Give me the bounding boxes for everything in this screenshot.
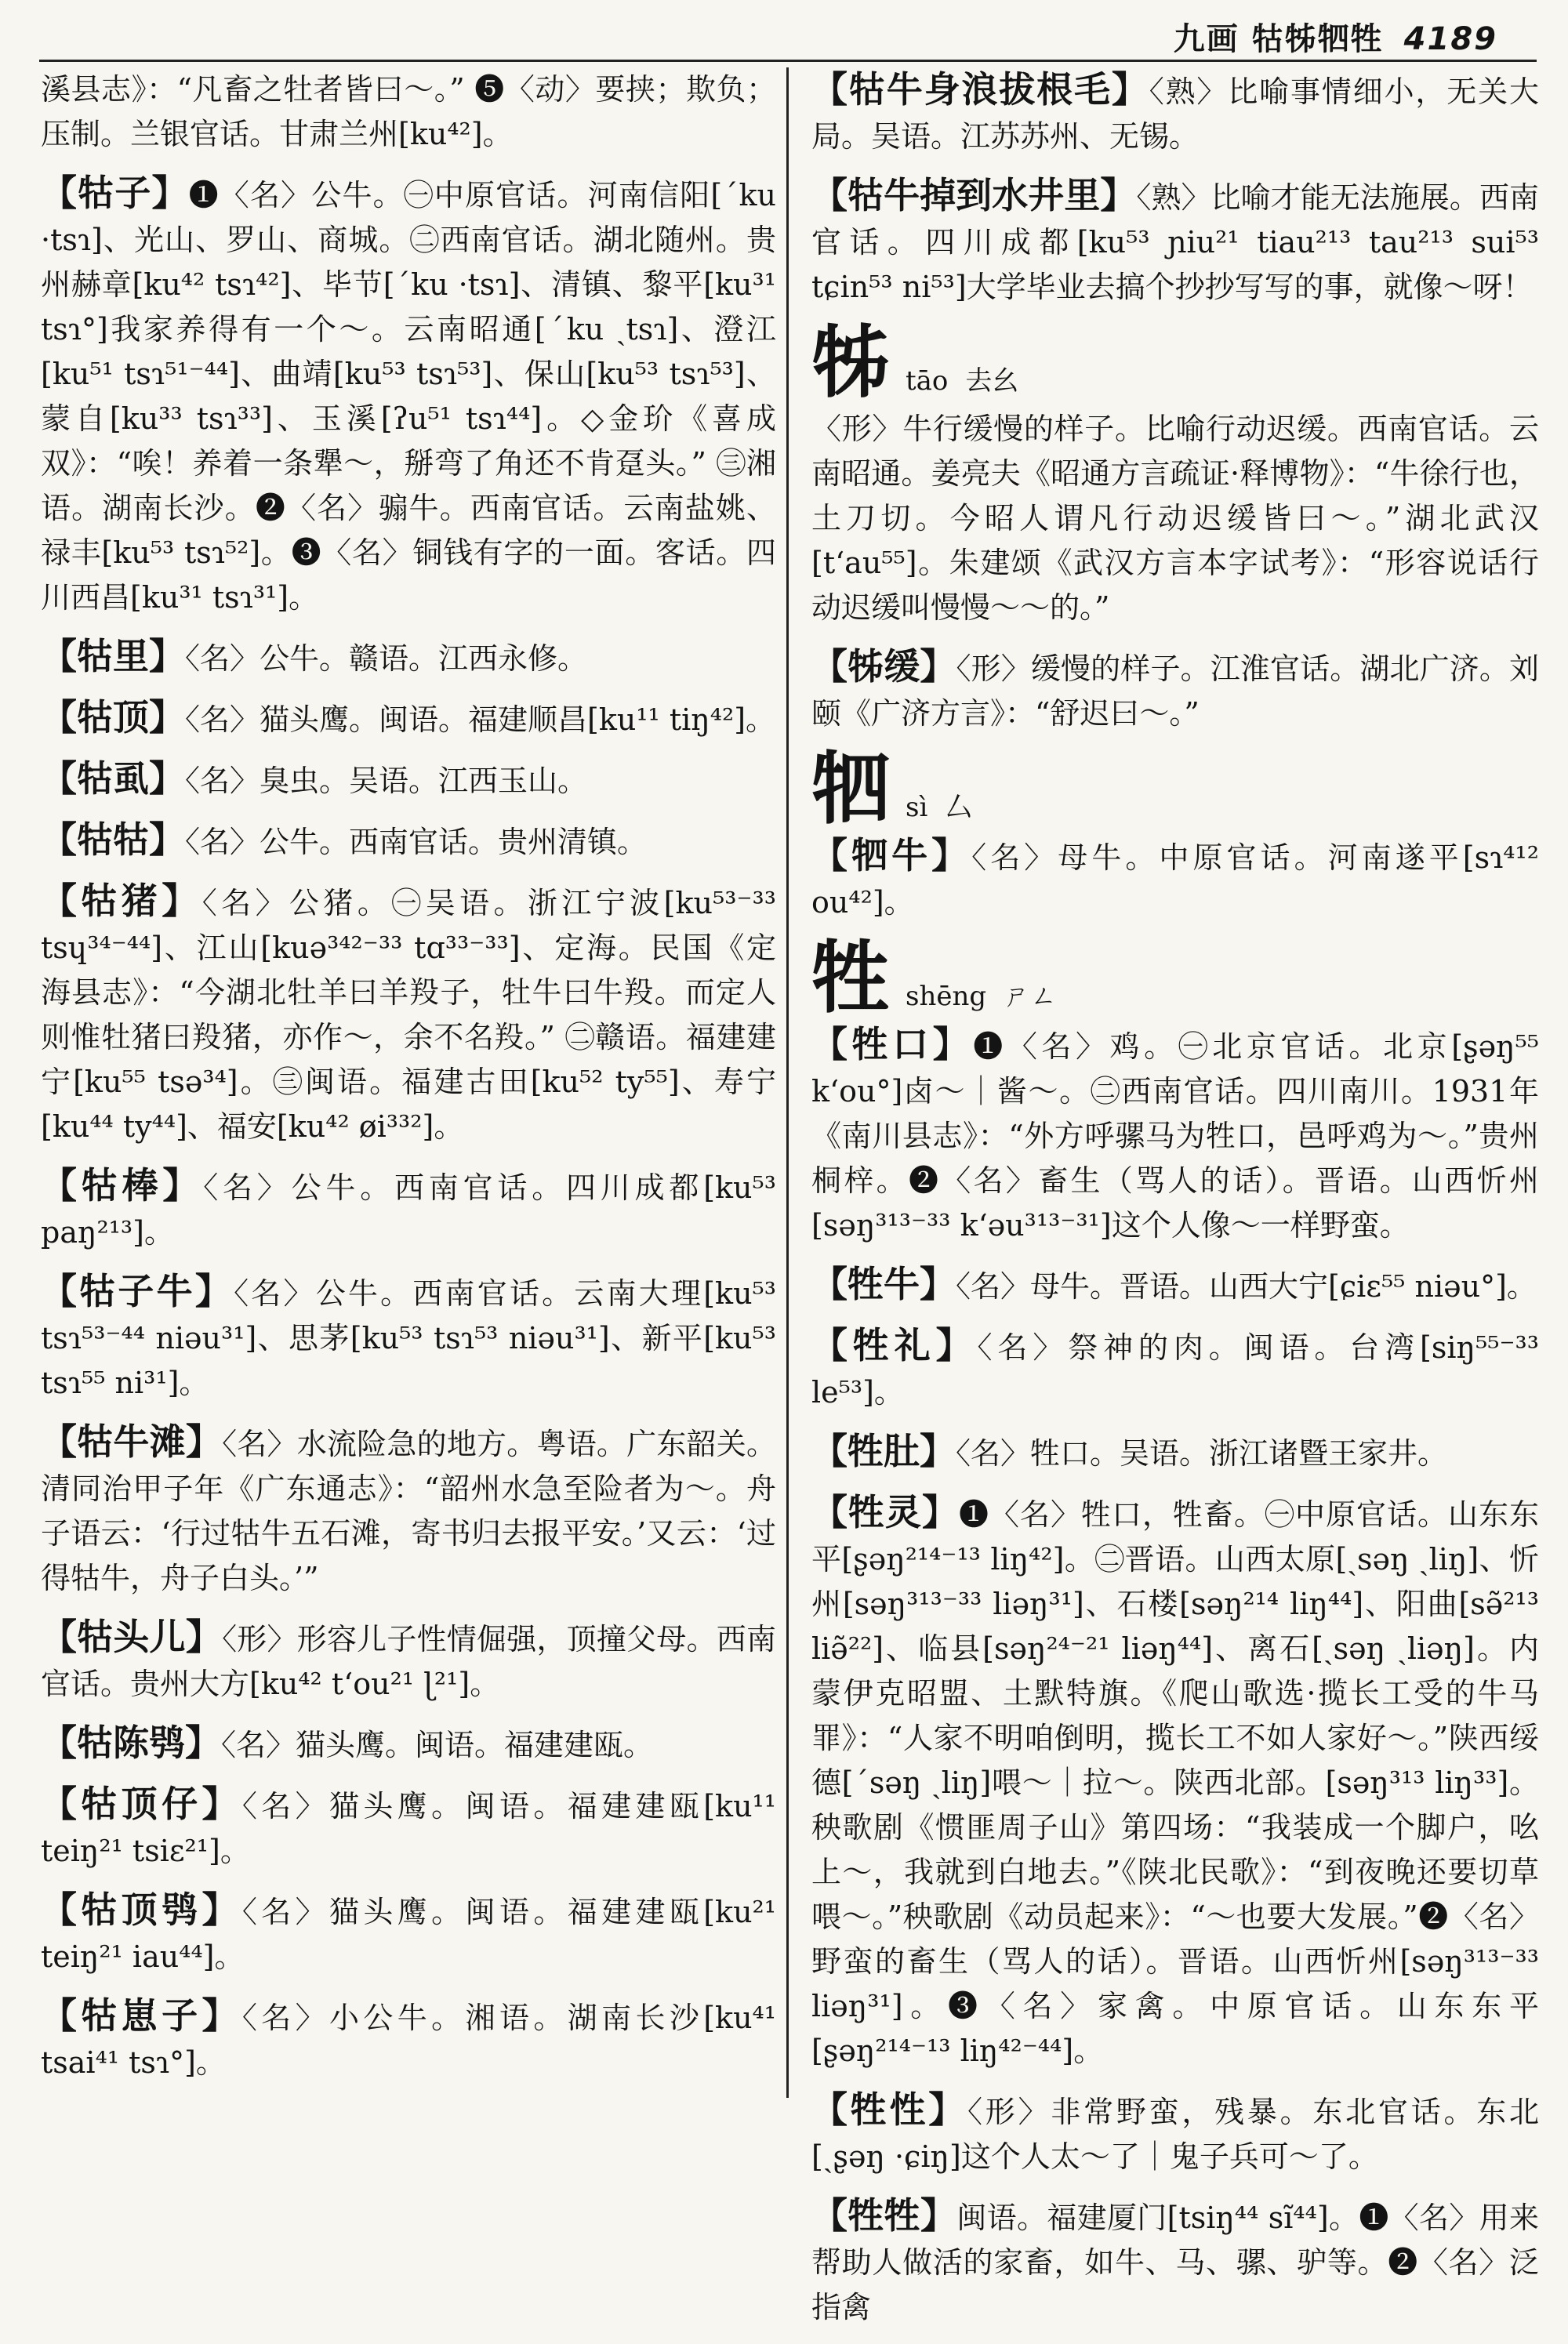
headword: 【牯牛身浪拔根毛】: [811, 68, 1149, 111]
entry-guniutan: 【牯牛滩】〈名〉水流险急的地方。粤语。广东韶关。清同治甲子年《广东通志》：“韶州水急至险者为～。舟子语云：‘行过牯牛五石滩，寄书归去报平安。’又云：‘过得牯牛，舟子白头。’”: [41, 1421, 776, 1595]
headword: 【牯头儿】: [41, 1616, 223, 1658]
header-title: 九画 牯牬牭牲: [1173, 20, 1384, 57]
headword: 【牯牛掉到水井里】: [811, 174, 1137, 216]
headchar-zhuyin: 厶: [945, 792, 972, 823]
entry-gutouer: 【牯头儿】〈形〉形容儿子性情倔强，顶撞父母。西南官话。贵州大方[ku⁴² tʻou²¹ ɭ²¹]。: [41, 1616, 776, 1701]
headword: 【牯顶】: [41, 696, 185, 738]
headchar-sheng: [811, 932, 1539, 1024]
headword: 【牭牛】: [811, 834, 972, 876]
headword: 【牯牛滩】: [41, 1421, 223, 1463]
headword: 【牲口】: [811, 1023, 974, 1065]
headchar-definition: 〈形〉牛行缓慢的样子。比喻行动迟缓。西南官话。云南昭通。姜亮夫《昭通方言疏证·释博物》：“牛徐行也，土刀切。今昭人谓凡行动迟缓皆曰～。”湖北武汉[tʻau⁵⁵]。朱建颂《武汉方言本字试考》：“形容说话行动迟缓叫慢慢～～的。”: [811, 412, 1539, 625]
headchar-zhuyin: ㄕㄥ: [1004, 981, 1058, 1012]
left-column: [41, 67, 776, 2099]
headchar-si: [811, 743, 1539, 835]
headchar-pinyin: shēng: [906, 981, 987, 1012]
entry-shengling: 【牲灵】❶〈名〉牲口，牲畜。㊀中原官话。山东东平[ʂəŋ²¹⁴⁻¹³ liŋ⁴²]。㊁晋语。山西太原[ˏsəŋ ˏliŋ]、忻州[səŋ³¹³⁻³³ liəŋ³¹]、石楼[səŋ²¹⁴ liŋ⁴⁴]、阳曲[sə̃²¹³ liə̃²²]、临县[səŋ²⁴⁻²¹ liəŋ⁴⁴]、离石[ˏsəŋ ˏliəŋ]。内蒙伊克昭盟、土默特旗。《爬山歌选·揽长工受的牛马罪》：“人家不明咱倒明，揽长工不如人家好～。”陕西绥德[ˊsəŋ ˏliŋ]喂～｜拉～。陕西北部。[səŋ³¹³ liŋ³³]。秧歌剧《惯匪周子山》第四场：“我装成一个脚户，吆上～，我就到白地去。”《陕北民歌》：“到夜晚还要切草喂～。”秧歌剧《动员起来》：“～也要大发展。”❷〈名〉野蛮的畜生（骂人的话）。晋语。山西忻州[səŋ³¹³⁻³³ liəŋ³¹]。❸〈名〉家禽。中原官话。山东东平[ʂəŋ²¹⁴⁻¹³ liŋ⁴²⁻⁴⁴]。: [811, 1491, 1539, 2068]
header-rule: [39, 60, 1537, 62]
entry-siniu: 【牭牛】〈名〉母牛。中原官话。河南遂平[sɿ⁴¹² ou⁴²]。: [811, 834, 1540, 920]
entry-guzi: 【牯子】❶〈名〉公牛。㊀中原官话。河南信阳[ˊku ·tsɿ]、光山、罗山、商城。㊁西南官话。湖北随州。贵州赫章[ku⁴² tsɿ⁴²]、毕节[ˊku ·tsɿ]、清镇、黎平[ku³¹ tsɿ°]我家养得有一个～。云南昭通[ˊku ˏtsɿ]、澄江[ku⁵¹ tsɿ⁵¹⁻⁴⁴]、曲靖[ku⁵³ tsɿ⁵³]、保山[ku⁵³ tsɿ⁵³]、蒙自[ku³³ tsɿ³³]、玉溪[ʔu⁵¹ tsɿ⁴⁴]。◇金玠《喜成双》：“唉！养着一条犟～，掰弯了角还不肯趸头。” ㊂湘语。湖南长沙。❷〈名〉骟牛。西南官话。云南盐姚、禄丰[ku⁵³ tsɿ⁵²]。❸〈名〉铜钱有字的一面。客话。四川西昌[ku³¹ tsɿ³¹]。: [41, 172, 777, 615]
column-divider: [786, 67, 789, 2098]
entry-guniu-diaodao: 【牯牛掉到水井里】〈熟〉比喻才能无法施展。西南官话。四川成都[ku⁵³ ɲiu²¹ tiau²¹³ tau²¹³ sui⁵³ tɕin⁵³ ni⁵³]大学毕业去搞个抄抄写写的事，就像～呀！: [811, 174, 1539, 304]
entry-shengli: 【牲礼】〈名〉祭神的肉。闽语。台湾[siŋ⁵⁵⁻³³ le⁵³]。: [811, 1324, 1539, 1410]
headword: 【牯猪】: [41, 880, 202, 922]
page-header: [0, 0, 1568, 63]
entry-guli: 【牯里】〈名〉公牛。赣语。江西永修。: [41, 635, 588, 677]
headword: 【牯陈鸮】: [41, 1722, 221, 1764]
headword: 【牯里】: [41, 635, 185, 677]
entry-continued: 溪县志》：“凡畜之牡者皆曰～。” ❺〈动〉要挟；欺负；压制。兰银官话。甘肃兰州[ku⁴²]。: [41, 72, 776, 151]
headword: 【牯虱】: [41, 757, 185, 800]
entry-shengdu: 【牲肚】〈名〉牲口。吴语。浙江诸暨王家井。: [811, 1430, 1448, 1472]
entry-shengkou: 【牲口】❶〈名〉鸡。㊀北京官话。北京[ʂəŋ⁵⁵ kʻou°]卤～｜酱～。㊁西南官话。四川南川。1931年《南川县志》：“外方呼骡马为牲口，邑呼鸡为～。”贵州桐梓。❷〈名〉畜生（骂人的话）。晋语。山西忻州[səŋ³¹³⁻³³ kʻəu³¹³⁻³¹]这个人像～一样野蛮。: [811, 1023, 1539, 1243]
headword: 【牬缓】: [811, 645, 956, 688]
page-number: 4189: [1403, 21, 1497, 57]
headword: 【牯崽子】: [41, 1994, 242, 2037]
headchar-pinyin: sì: [906, 792, 928, 823]
headword: 【牯顶仔】: [41, 1783, 242, 1825]
entry-shengniu: 【牲牛】〈名〉母牛。晋语。山西大宁[ɕiɛ⁵⁵ niəu°]。: [811, 1263, 1537, 1305]
headword: 【牲牛】: [811, 1263, 956, 1305]
headword: 【牯子牛】: [41, 1270, 234, 1312]
entry-gushi: 【牯虱】〈名〉臭虫。吴语。江西玉山。: [41, 757, 588, 800]
headchar-glyph: 牬: [811, 317, 890, 408]
entry-guzhu: 【牯猪】〈名〉公猪。㊀吴语。浙江宁波[ku⁵³⁻³³ tsɥ³⁴⁻⁴⁴]、江山[kuə³⁴²⁻³³ tɑ³³⁻³³]、定海。民国《定海县志》：“今湖北牡羊曰羊羖子，牡牛曰牛羖。而定人则惟牡猪曰羖猪，亦作～，余不名羖。” ㊁赣语。福建建宁[ku⁵⁵ tsə³⁴]。㊂闽语。福建古田[ku⁵² ty⁵⁵]、寿宁[ku⁴⁴ ty⁴⁴]、福安[ku⁴² øi³³²]。: [41, 880, 777, 1144]
headchar-glyph: 牭: [811, 743, 890, 835]
entry-guding: 【牯顶】〈名〉猫头鹰。闽语。福建顺昌[ku¹¹ tiŋ⁴²]。: [41, 696, 776, 738]
entry-gubang: 【牯棒】〈名〉公牛。西南官话。四川成都[ku⁵³ paŋ²¹³]。: [41, 1164, 776, 1250]
entry-gudingzai: 【牯顶仔】〈名〉猫头鹰。闽语。福建建瓯[ku¹¹ teiŋ²¹ tsiɛ²¹]。: [41, 1783, 777, 1868]
headword: 【牯牯】: [41, 818, 185, 861]
headword: 【牯子】: [41, 172, 189, 214]
entry-guziniu: 【牯子牛】〈名〉公牛。西南官话。云南大理[ku⁵³ tsɿ⁵³⁻⁴⁴ niəu³¹]、思茅[ku⁵³ tsɿ⁵³ niəu³¹]、新平[ku⁵³ tsɿ⁵⁵ ni³¹]。: [41, 1270, 777, 1400]
entry-shengxing: 【牲性】〈形〉非常野蛮，残暴。东北官话。东北[ˏʂəŋ ·ɕiŋ]这个人太～了｜鬼子兵可～了。: [811, 2088, 1539, 2174]
headword: 【牲性】: [811, 2088, 968, 2131]
header-text-wrap: [1174, 14, 1497, 59]
headchar-glyph: 牲: [811, 932, 890, 1024]
headword: 【牲灵】: [811, 1491, 959, 1533]
headword: 【牯棒】: [41, 1164, 204, 1206]
entry-guchenxiao: 【牯陈鸮】〈名〉猫头鹰。闽语。福建建瓯。: [41, 1722, 654, 1764]
headchar-tao: [811, 317, 1539, 408]
headword: 【牲牲】: [811, 2194, 957, 2237]
headword: 【牲礼】: [811, 1324, 978, 1366]
entry-guzaizi: 【牯崽子】〈名〉小公牛。湘语。湖南长沙[ku⁴¹ tsai⁴¹ tsɿ°]。: [41, 1994, 777, 2080]
right-column: [811, 67, 1539, 2344]
entry-taohuan: 【牬缓】〈形〉缓慢的样子。江淮官话。湖北广济。刘颐《广济方言》：“舒迟曰～。”: [811, 645, 1539, 731]
entry-shengsheng: 【牲牲】闽语。福建厦门[tsiŋ⁴⁴ sĩ⁴⁴]。❶〈名〉用来帮助人做活的家畜，如牛、马、骡、驴等。❷〈名〉泛指禽: [811, 2194, 1540, 2324]
entry-gudingxiao: 【牯顶鸮】〈名〉猫头鹰。闽语。福建建瓯[ku²¹ teiŋ²¹ iau⁴⁴]。: [41, 1889, 777, 1974]
headchar-zhuyin: 去幺: [965, 365, 1019, 397]
entry-guniu-shenlang: 【牯牛身浪拔根毛】〈熟〉比喻事情细小，无关大局。吴语。江苏苏州、无锡。: [811, 68, 1539, 154]
headword: 【牲肚】: [811, 1430, 956, 1472]
headchar-pinyin: tāo: [906, 365, 949, 397]
entry-gugu: 【牯牯】〈名〉公牛。西南官话。贵州清镇。: [41, 818, 648, 861]
headword: 【牯顶鸮】: [41, 1889, 242, 1931]
